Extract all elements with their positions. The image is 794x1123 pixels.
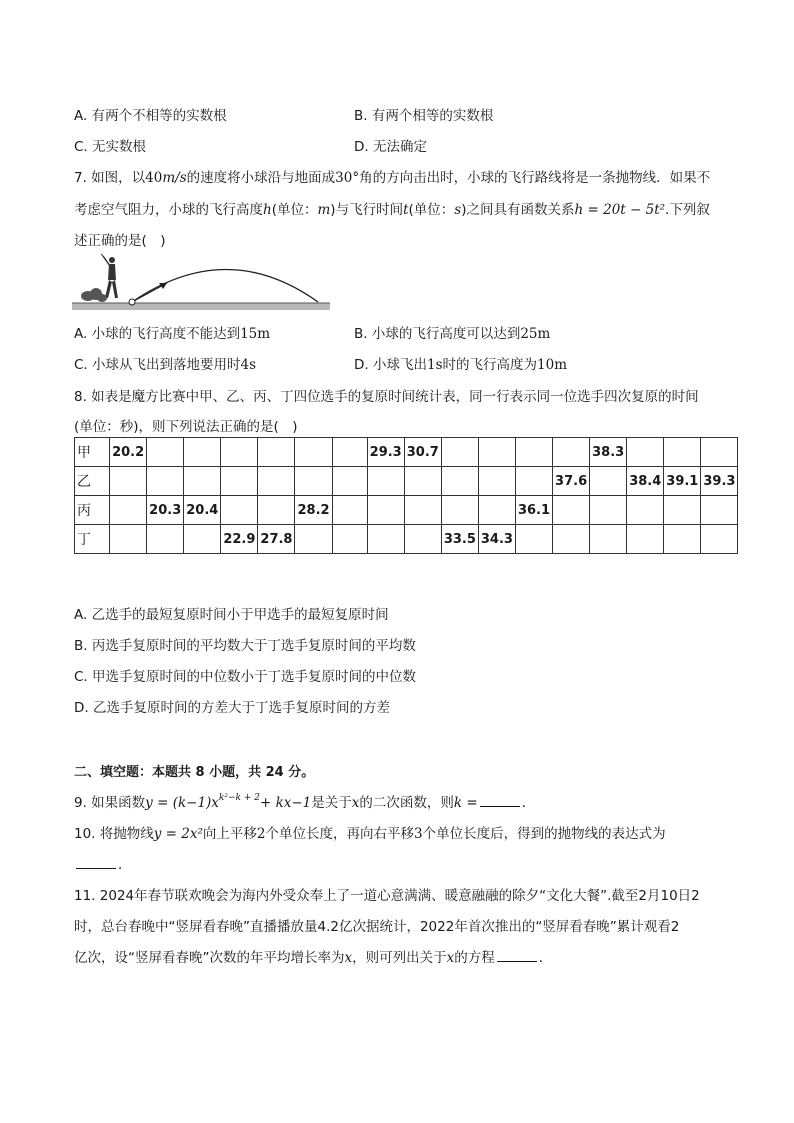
time-cell: 20.2 — [110, 438, 147, 467]
speed-unit: m/s — [162, 170, 187, 186]
var-h: h — [263, 202, 272, 218]
q7-option-d — [354, 353, 567, 373]
time-cell — [404, 525, 441, 554]
time-cell: 20.4 — [184, 496, 221, 525]
unit-m: m — [317, 202, 331, 218]
time-cell — [553, 438, 590, 467]
time-cell: 38.3 — [590, 438, 627, 467]
time-cell — [221, 438, 258, 467]
time-cell — [478, 467, 515, 496]
formula: + kx−1 — [259, 795, 312, 811]
text: 角的方向击出时，小球的飞行路线将是一条抛物线．如果不 — [359, 170, 711, 186]
speed-value: 40 — [145, 170, 163, 186]
trajectory-parabola — [132, 270, 318, 303]
time-cell — [258, 467, 295, 496]
time-cell — [221, 467, 258, 496]
formula: h = 20t − 5t² — [574, 202, 666, 218]
q7-line2 — [74, 198, 710, 218]
time-cell — [184, 467, 221, 496]
time-cell — [147, 525, 184, 554]
player-name-cell: 丁 — [75, 525, 110, 554]
rubiks-time-table — [74, 437, 738, 554]
text: 个单位长度，再向右平移 — [265, 826, 414, 842]
time-cell — [590, 496, 627, 525]
time-cell — [627, 496, 664, 525]
formula: y = (k−1)x — [145, 795, 219, 811]
time-cell — [553, 496, 590, 525]
value: 25m — [520, 326, 551, 342]
time-cell: 39.1 — [664, 467, 701, 496]
q8-line2: (单位：秒)，则下列说法正确的是( ) — [74, 419, 298, 435]
var-x: x — [446, 950, 455, 966]
exponent: k²−k + 2 — [218, 793, 260, 803]
var-t: t — [403, 202, 409, 218]
text: 7. 如图，以 — [74, 170, 146, 186]
q8-option-b: B. 丙选手复原时间的平均数大于丁选手复原时间的平均数 — [74, 638, 416, 654]
text: B. 小球的飞行高度可以达到 — [354, 326, 521, 342]
text: ，则可列出关于 — [352, 950, 447, 966]
text: (单位： — [408, 202, 455, 218]
answer-blank[interactable] — [76, 856, 116, 869]
value: 10m — [537, 357, 567, 373]
player-name-cell: 丙 — [75, 496, 110, 525]
answer-blank[interactable] — [497, 949, 537, 962]
text: C. 小球从飞出到落地要用时 — [74, 357, 241, 373]
time-cell: 36.1 — [515, 496, 552, 525]
q6-option-d: D. 无法确定 — [354, 139, 427, 155]
table-row — [75, 467, 738, 496]
text: ． — [118, 857, 132, 873]
text: (单位： — [271, 202, 318, 218]
time-cell: 20.3 — [147, 496, 184, 525]
angle-value: 30° — [335, 170, 360, 186]
time-cell — [627, 525, 664, 554]
time-cell — [184, 525, 221, 554]
text: )与飞行时间 — [330, 202, 404, 218]
var-k: k = — [453, 795, 478, 811]
text: ． — [538, 950, 553, 966]
time-cell — [332, 467, 367, 496]
var-x: x — [351, 795, 360, 811]
text: ． — [521, 795, 536, 811]
time-cell: 27.8 — [258, 525, 295, 554]
answer-blank[interactable] — [480, 794, 520, 807]
text: 亿次，设“竖屏看春晚”次数的年平均增长率为 — [74, 950, 345, 966]
time-cell: 37.6 — [553, 467, 590, 496]
text: )之间具有函数关系 — [461, 202, 575, 218]
text: 的二次函数，则 — [359, 795, 454, 811]
time-cell — [441, 496, 478, 525]
q8-option-d: D. 乙选手复原时间的方差大于丁选手复原时间的方差 — [74, 700, 390, 716]
time-cell: 29.3 — [367, 438, 404, 467]
time-cell: 33.5 — [441, 525, 478, 554]
bush-icon — [81, 288, 107, 302]
value: 15m — [240, 326, 271, 342]
var-x: x — [344, 950, 353, 966]
section-title: 二、填空题：本题共 8 小题，共 24 分。 — [74, 765, 315, 780]
time-cell — [478, 438, 515, 467]
time-cell: 30.7 — [404, 438, 441, 467]
time-cell — [441, 467, 478, 496]
q10-line2 — [74, 853, 132, 873]
ground — [72, 303, 330, 310]
text: 的速度将小球沿与地面成 — [186, 170, 336, 186]
time-cell — [332, 525, 367, 554]
time-cell — [110, 467, 147, 496]
q10-line1 — [74, 822, 666, 842]
ball — [129, 299, 135, 305]
value: 4s — [240, 357, 257, 373]
time-cell — [664, 496, 701, 525]
text: 时的飞行高度为 — [442, 357, 538, 373]
q11-line3 — [74, 946, 552, 966]
text: 10. 将抛物线 — [74, 826, 154, 842]
time-cell — [110, 525, 147, 554]
time-cell — [184, 438, 221, 467]
text: 个单位长度后，得到的抛物线的表达式为 — [422, 826, 666, 842]
time-cell — [221, 496, 258, 525]
time-cell — [553, 525, 590, 554]
time-cell — [701, 496, 738, 525]
q6-option-a: A. 有两个不相等的实数根 — [74, 108, 227, 124]
q11-line2: 时，总台春晚中“竖屏看春晚”直播播放量4.2亿次据统计，2022年首次推出的“竖屏看春晚”累计观看2 — [74, 919, 680, 935]
player-name-cell: 乙 — [75, 467, 110, 496]
text: 9. 如果函数 — [74, 795, 146, 811]
text: .下列叙 — [665, 202, 710, 218]
table-row — [75, 438, 738, 467]
time-cell: 28.2 — [295, 496, 332, 525]
value: 3 — [414, 826, 423, 842]
golfer-icon — [101, 254, 118, 298]
q11-line1: 11. 2024年春节联欢晚会为海内外受众奉上了一道心意满满、暖意融融的除夕“文化大餐”.截至2月10日2 — [74, 888, 700, 904]
time-cell — [110, 496, 147, 525]
time-cell — [332, 438, 367, 467]
time-cell — [367, 525, 404, 554]
q7-option-a — [74, 322, 270, 342]
formula: y = 2x² — [153, 826, 203, 842]
time-cell — [295, 438, 332, 467]
time-cell — [404, 496, 441, 525]
time-cell — [295, 525, 332, 554]
table-row — [75, 496, 738, 525]
time-cell — [701, 525, 738, 554]
q6-option-c: C. 无实数根 — [74, 139, 147, 155]
time-cell — [590, 525, 627, 554]
time-cell — [295, 467, 332, 496]
q7-option-c — [74, 353, 256, 373]
q8-line1: 8. 如表是魔方比赛中甲、乙、丙、丁四位选手的复原时间统计表，同一行表示同一位选手四次复原的时间 — [74, 389, 699, 405]
time-cell: 38.4 — [627, 467, 664, 496]
time-cell — [147, 467, 184, 496]
time-cell — [627, 438, 664, 467]
time-cell — [478, 496, 515, 525]
time-cell — [258, 496, 295, 525]
time-cell — [367, 496, 404, 525]
text: A. 小球的飞行高度不能达到 — [74, 326, 241, 342]
time-cell — [332, 496, 367, 525]
time-cell — [664, 525, 701, 554]
q7-option-b — [354, 322, 550, 342]
q8-option-c: C. 甲选手复原时间的中位数小于丁选手复原时间的中位数 — [74, 669, 417, 685]
time-cell — [515, 525, 552, 554]
text: 考虑空气阻力，小球的飞行高度 — [74, 202, 263, 218]
golf-trajectory-figure — [72, 252, 332, 314]
time-cell: 34.3 — [478, 525, 515, 554]
text: 是关于 — [311, 795, 352, 811]
time-cell — [515, 467, 552, 496]
q6-option-b: B. 有两个相等的实数根 — [354, 108, 494, 124]
time-cell — [404, 467, 441, 496]
unit-s: s — [454, 202, 462, 218]
value: 1s — [426, 357, 443, 373]
time-cell: 22.9 — [221, 525, 258, 554]
time-cell — [515, 438, 552, 467]
time-cell — [441, 438, 478, 467]
table-row — [75, 525, 738, 554]
q8-option-a: A. 乙选手的最短复原时间小于甲选手的最短复原时间 — [74, 607, 389, 623]
time-cell — [701, 438, 738, 467]
q7-line1 — [74, 166, 710, 186]
text: 的方程 — [454, 950, 495, 966]
time-cell — [367, 467, 404, 496]
time-cell — [258, 438, 295, 467]
time-cell — [590, 467, 627, 496]
time-cell — [664, 438, 701, 467]
text: 向上平移 — [202, 826, 257, 842]
value: 2 — [256, 826, 266, 842]
time-cell: 39.3 — [701, 467, 738, 496]
q7-line3: 述正确的是( ) — [74, 233, 166, 249]
q9-line — [74, 791, 535, 811]
text: D. 小球飞出 — [354, 357, 427, 373]
player-name-cell: 甲 — [75, 438, 110, 467]
time-cell — [147, 438, 184, 467]
